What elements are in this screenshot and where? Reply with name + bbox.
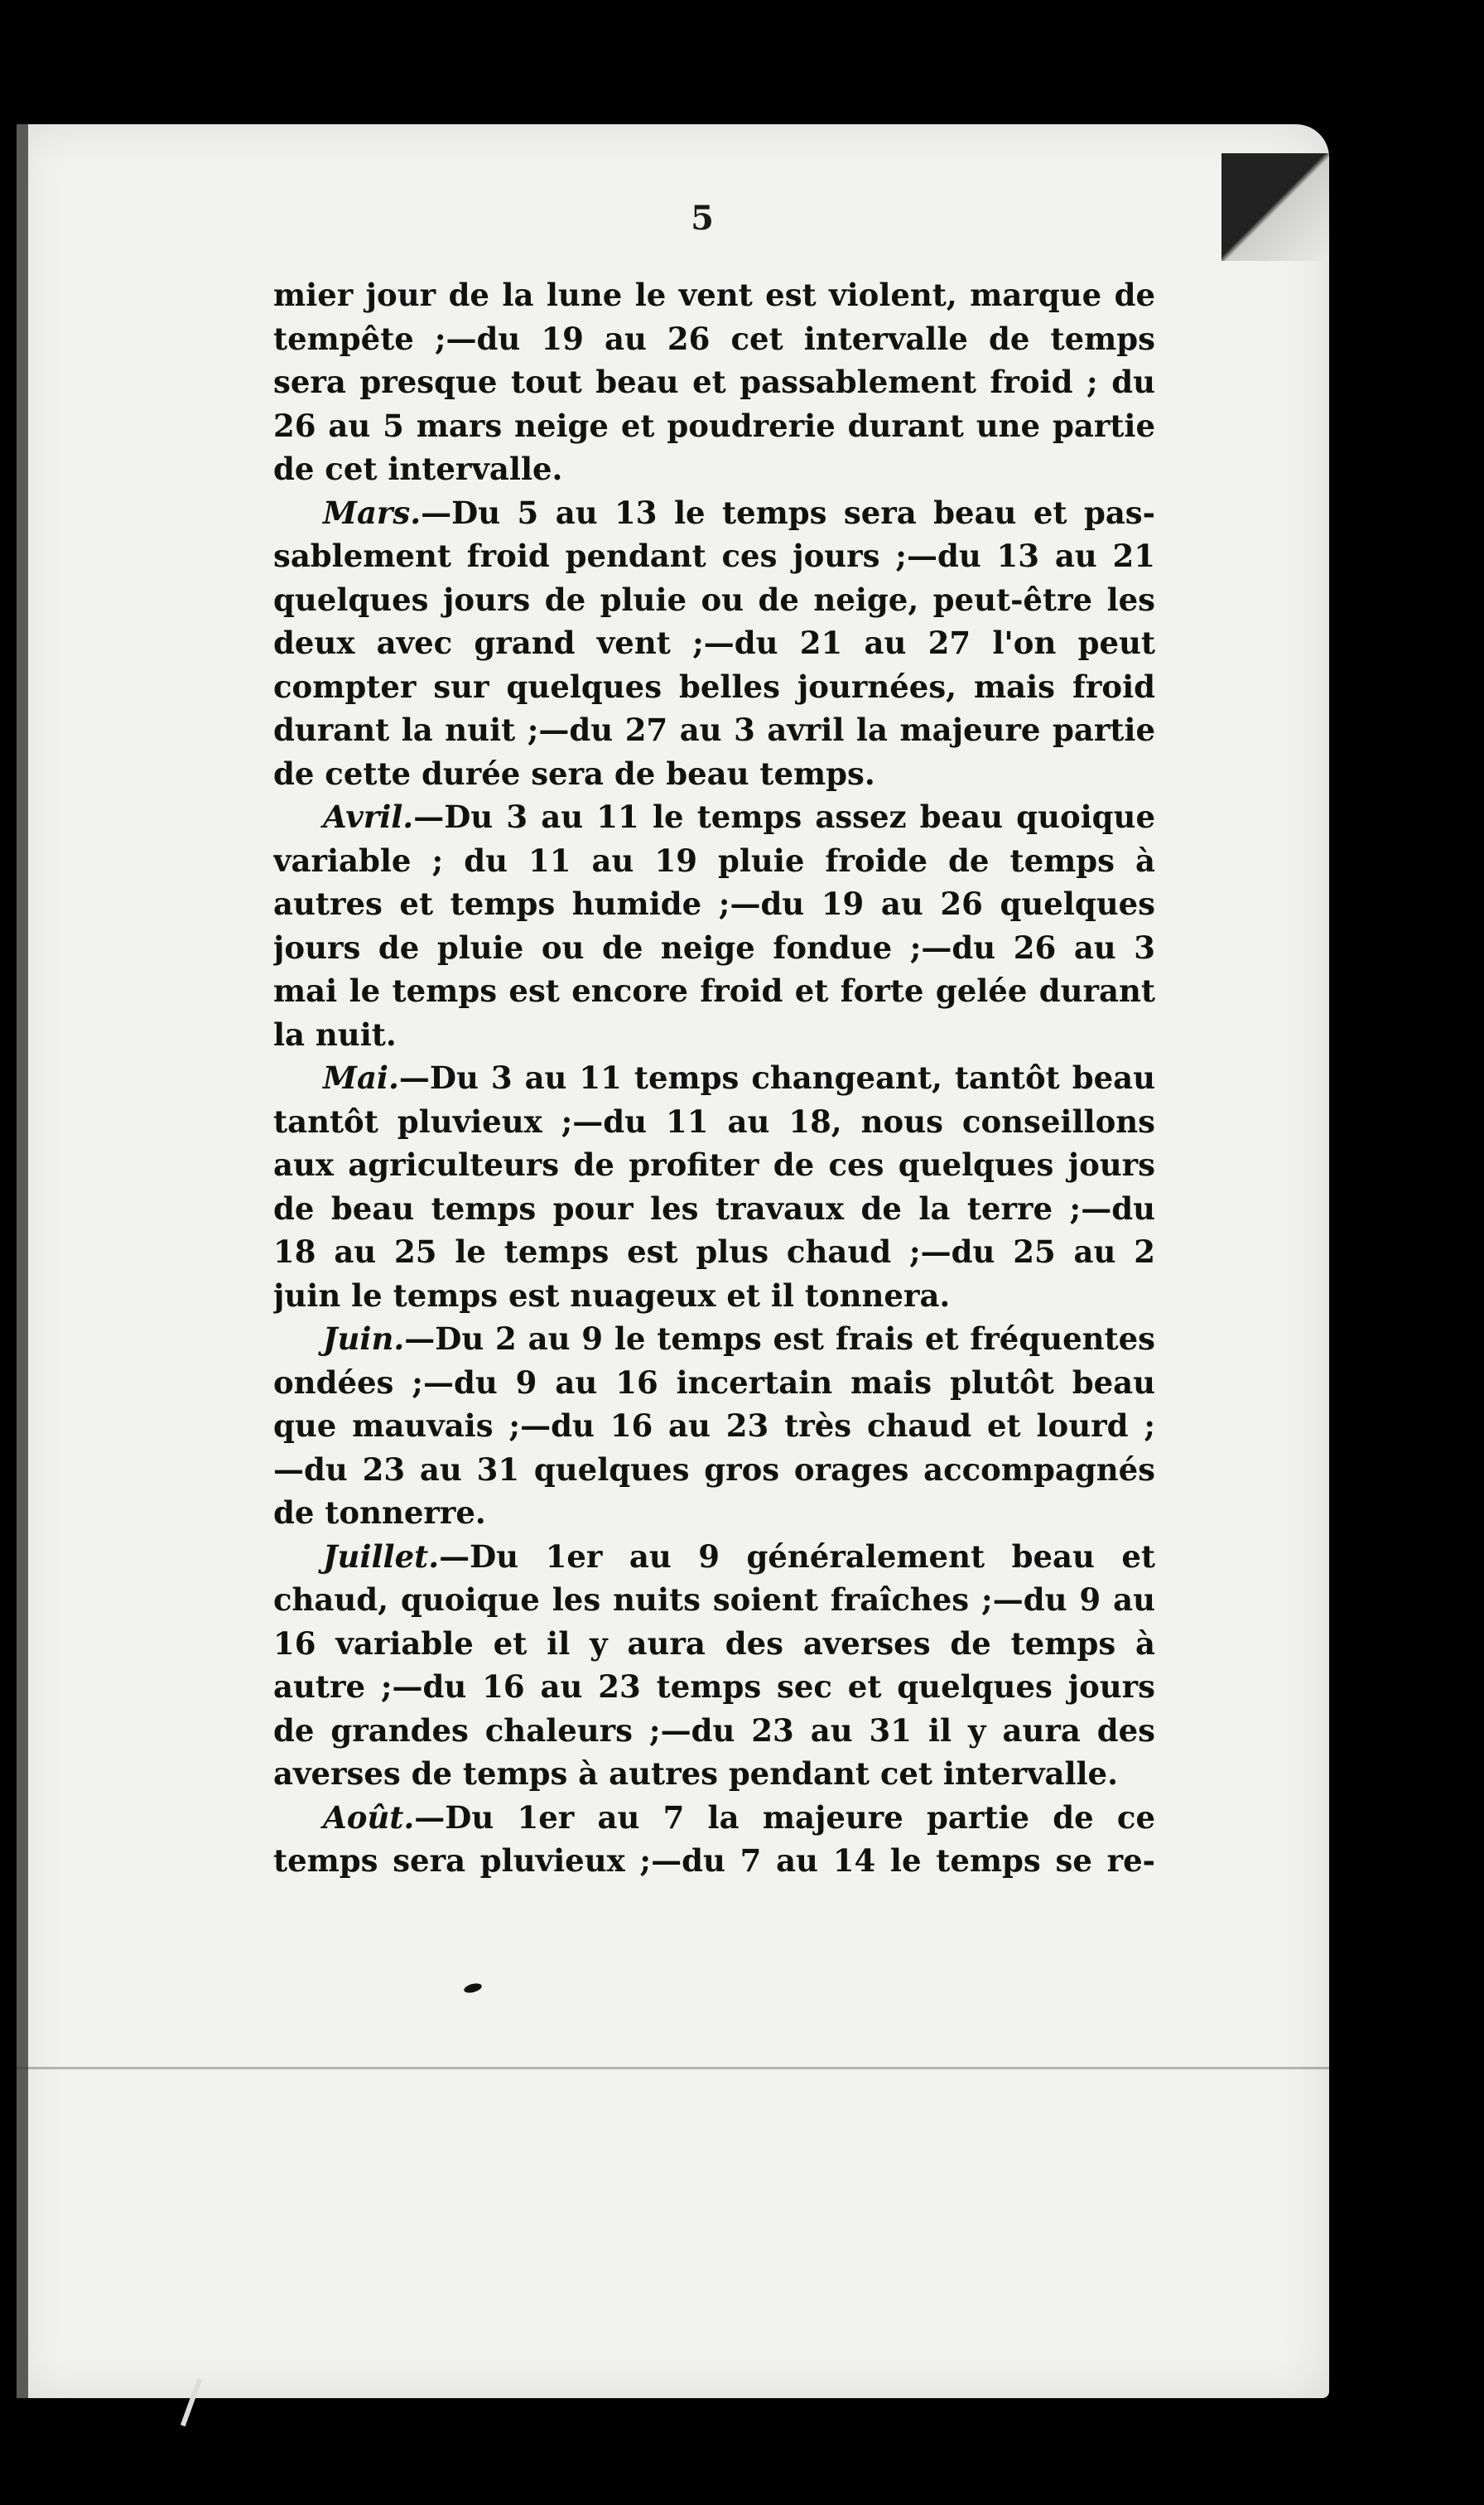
text-line bbox=[273, 578, 1155, 622]
page-corner-curl bbox=[1221, 153, 1329, 261]
text-line bbox=[273, 1839, 1155, 1883]
text-line bbox=[273, 1491, 1155, 1535]
page-fold-line bbox=[17, 2067, 1329, 2069]
line-text: que mauvais ;—du 16 au 23 très chaud et lourd ; bbox=[273, 1407, 1155, 1444]
text-line bbox=[273, 1404, 1155, 1448]
line-text: ondées ;—du 9 au 16 incertain mais plutôt beau bbox=[273, 1364, 1155, 1401]
line-text: de grandes chaleurs ;—du 23 au 31 il y aura des bbox=[273, 1711, 1155, 1749]
line-text: compter sur quelques belles journées, mais froid bbox=[273, 668, 1155, 705]
text-line bbox=[273, 621, 1155, 665]
text-line bbox=[273, 1143, 1155, 1187]
line-text: sablement froid pendant ces jours ;—du 13 au 21 bbox=[273, 538, 1155, 574]
text-line bbox=[273, 665, 1155, 709]
text-line bbox=[273, 1274, 1155, 1318]
paragraph-start-line bbox=[273, 491, 1155, 535]
line-text: de beau temps pour les travaux de la terre ;—du bbox=[273, 1190, 1155, 1227]
line-text: quelques jours de pluie ou de neige, peut-être les bbox=[273, 581, 1155, 618]
line-text: 18 au 25 le temps est plus chaud ;—du 25 au 2 bbox=[273, 1233, 1155, 1270]
text-line bbox=[273, 1448, 1155, 1492]
text-line bbox=[273, 1187, 1155, 1231]
line-text: la nuit. bbox=[273, 1016, 397, 1053]
text-line bbox=[273, 926, 1155, 970]
text-line bbox=[273, 317, 1155, 361]
paragraph-start-line bbox=[273, 795, 1155, 839]
paragraph-start-line bbox=[273, 1796, 1155, 1840]
month-heading: Mai. bbox=[323, 1059, 399, 1096]
line-text: —Du 1er au 7 la majeure partie de ce bbox=[414, 1798, 1155, 1836]
month-heading: Mars. bbox=[323, 494, 422, 531]
line-text: variable ; du 11 au 19 pluie froide de temps à bbox=[273, 842, 1155, 879]
text-line bbox=[273, 1230, 1155, 1274]
line-text: —Du 3 au 11 temps changeant, tantôt beau bbox=[398, 1059, 1155, 1096]
paragraph-start-line bbox=[273, 1535, 1155, 1579]
line-text: de tonnerre. bbox=[273, 1494, 486, 1531]
month-heading: Août. bbox=[323, 1798, 415, 1836]
text-line bbox=[273, 447, 1155, 491]
line-text: chaud, quoique les nuits soient fraîches ;—du 9 au bbox=[273, 1581, 1155, 1618]
text-line bbox=[273, 882, 1155, 926]
line-text: de cet intervalle. bbox=[273, 451, 563, 487]
line-text: durant la nuit ;—du 27 au 3 avril la majeure partie bbox=[273, 712, 1155, 748]
line-text: jours de pluie ou de neige fondue ;—du 26 au 3 bbox=[273, 929, 1155, 966]
line-text: sera presque tout beau et passablement froid ; du bbox=[273, 364, 1155, 400]
text-line bbox=[273, 708, 1155, 752]
paragraph-start-line bbox=[273, 1056, 1155, 1100]
line-text: 26 au 5 mars neige et poudrerie durant une partie bbox=[273, 407, 1155, 444]
month-heading: Juin. bbox=[323, 1320, 405, 1357]
line-text: autres et temps humide ;—du 19 au 26 quelques bbox=[273, 886, 1155, 922]
line-text: tantôt pluvieux ;—du 11 au 18, nous conseillons bbox=[273, 1103, 1155, 1140]
line-text: juin le temps est nuageux et il tonnera. bbox=[273, 1277, 951, 1314]
line-text: tempête ;—du 19 au 26 cet intervalle de temps bbox=[273, 320, 1155, 357]
page-binding-edge bbox=[17, 124, 28, 2398]
line-text: mai le temps est encore froid et forte gelée durant bbox=[273, 973, 1155, 1009]
month-heading: Juillet. bbox=[323, 1537, 440, 1575]
text-line bbox=[273, 752, 1155, 796]
line-text: averses de temps à autres pendant cet intervalle. bbox=[273, 1755, 1118, 1792]
line-text: 16 variable et il y aura des averses de temps à bbox=[273, 1624, 1155, 1662]
line-text: —Du 3 au 11 le temps assez beau quoique bbox=[413, 799, 1155, 835]
text-line bbox=[273, 1361, 1155, 1405]
text-line bbox=[273, 839, 1155, 883]
text-line bbox=[273, 404, 1155, 448]
paragraph-start-line bbox=[273, 1317, 1155, 1361]
line-text: aux agriculteurs de profiter de ces quelques jours bbox=[273, 1146, 1155, 1183]
text-line bbox=[273, 969, 1155, 1013]
line-text: —Du 5 au 13 le temps sera beau et pas- bbox=[421, 494, 1155, 531]
text-line bbox=[273, 1622, 1155, 1666]
month-heading: Avril. bbox=[323, 799, 414, 835]
text-line bbox=[273, 1752, 1155, 1796]
line-text: —du 23 au 31 quelques gros orages accompagnés bbox=[273, 1450, 1155, 1488]
text-line bbox=[273, 1578, 1155, 1622]
text-line bbox=[273, 273, 1155, 317]
line-text: —Du 1er au 9 généralement beau et bbox=[439, 1537, 1155, 1575]
text-line bbox=[273, 1665, 1155, 1709]
line-text: deux avec grand vent ;—du 21 au 27 l'on peut bbox=[273, 625, 1155, 661]
text-line bbox=[273, 1013, 1155, 1057]
text-line bbox=[273, 360, 1155, 404]
text-line bbox=[273, 534, 1155, 578]
text-line bbox=[273, 1709, 1155, 1753]
text-line bbox=[273, 1100, 1155, 1144]
line-text: temps sera pluvieux ;—du 7 au 14 le temps se re- bbox=[273, 1842, 1155, 1879]
page-number: 5 bbox=[691, 199, 714, 238]
line-text: de cette durée sera de beau temps. bbox=[273, 755, 875, 792]
line-text: autre ;—du 16 au 23 temps sec et quelques jours bbox=[273, 1668, 1155, 1705]
line-text: —Du 2 au 9 le temps est frais et fréquentes bbox=[404, 1320, 1155, 1357]
line-text: mier jour de la lune le vent est violent, marque de bbox=[273, 277, 1155, 313]
body-text bbox=[273, 273, 1155, 1883]
